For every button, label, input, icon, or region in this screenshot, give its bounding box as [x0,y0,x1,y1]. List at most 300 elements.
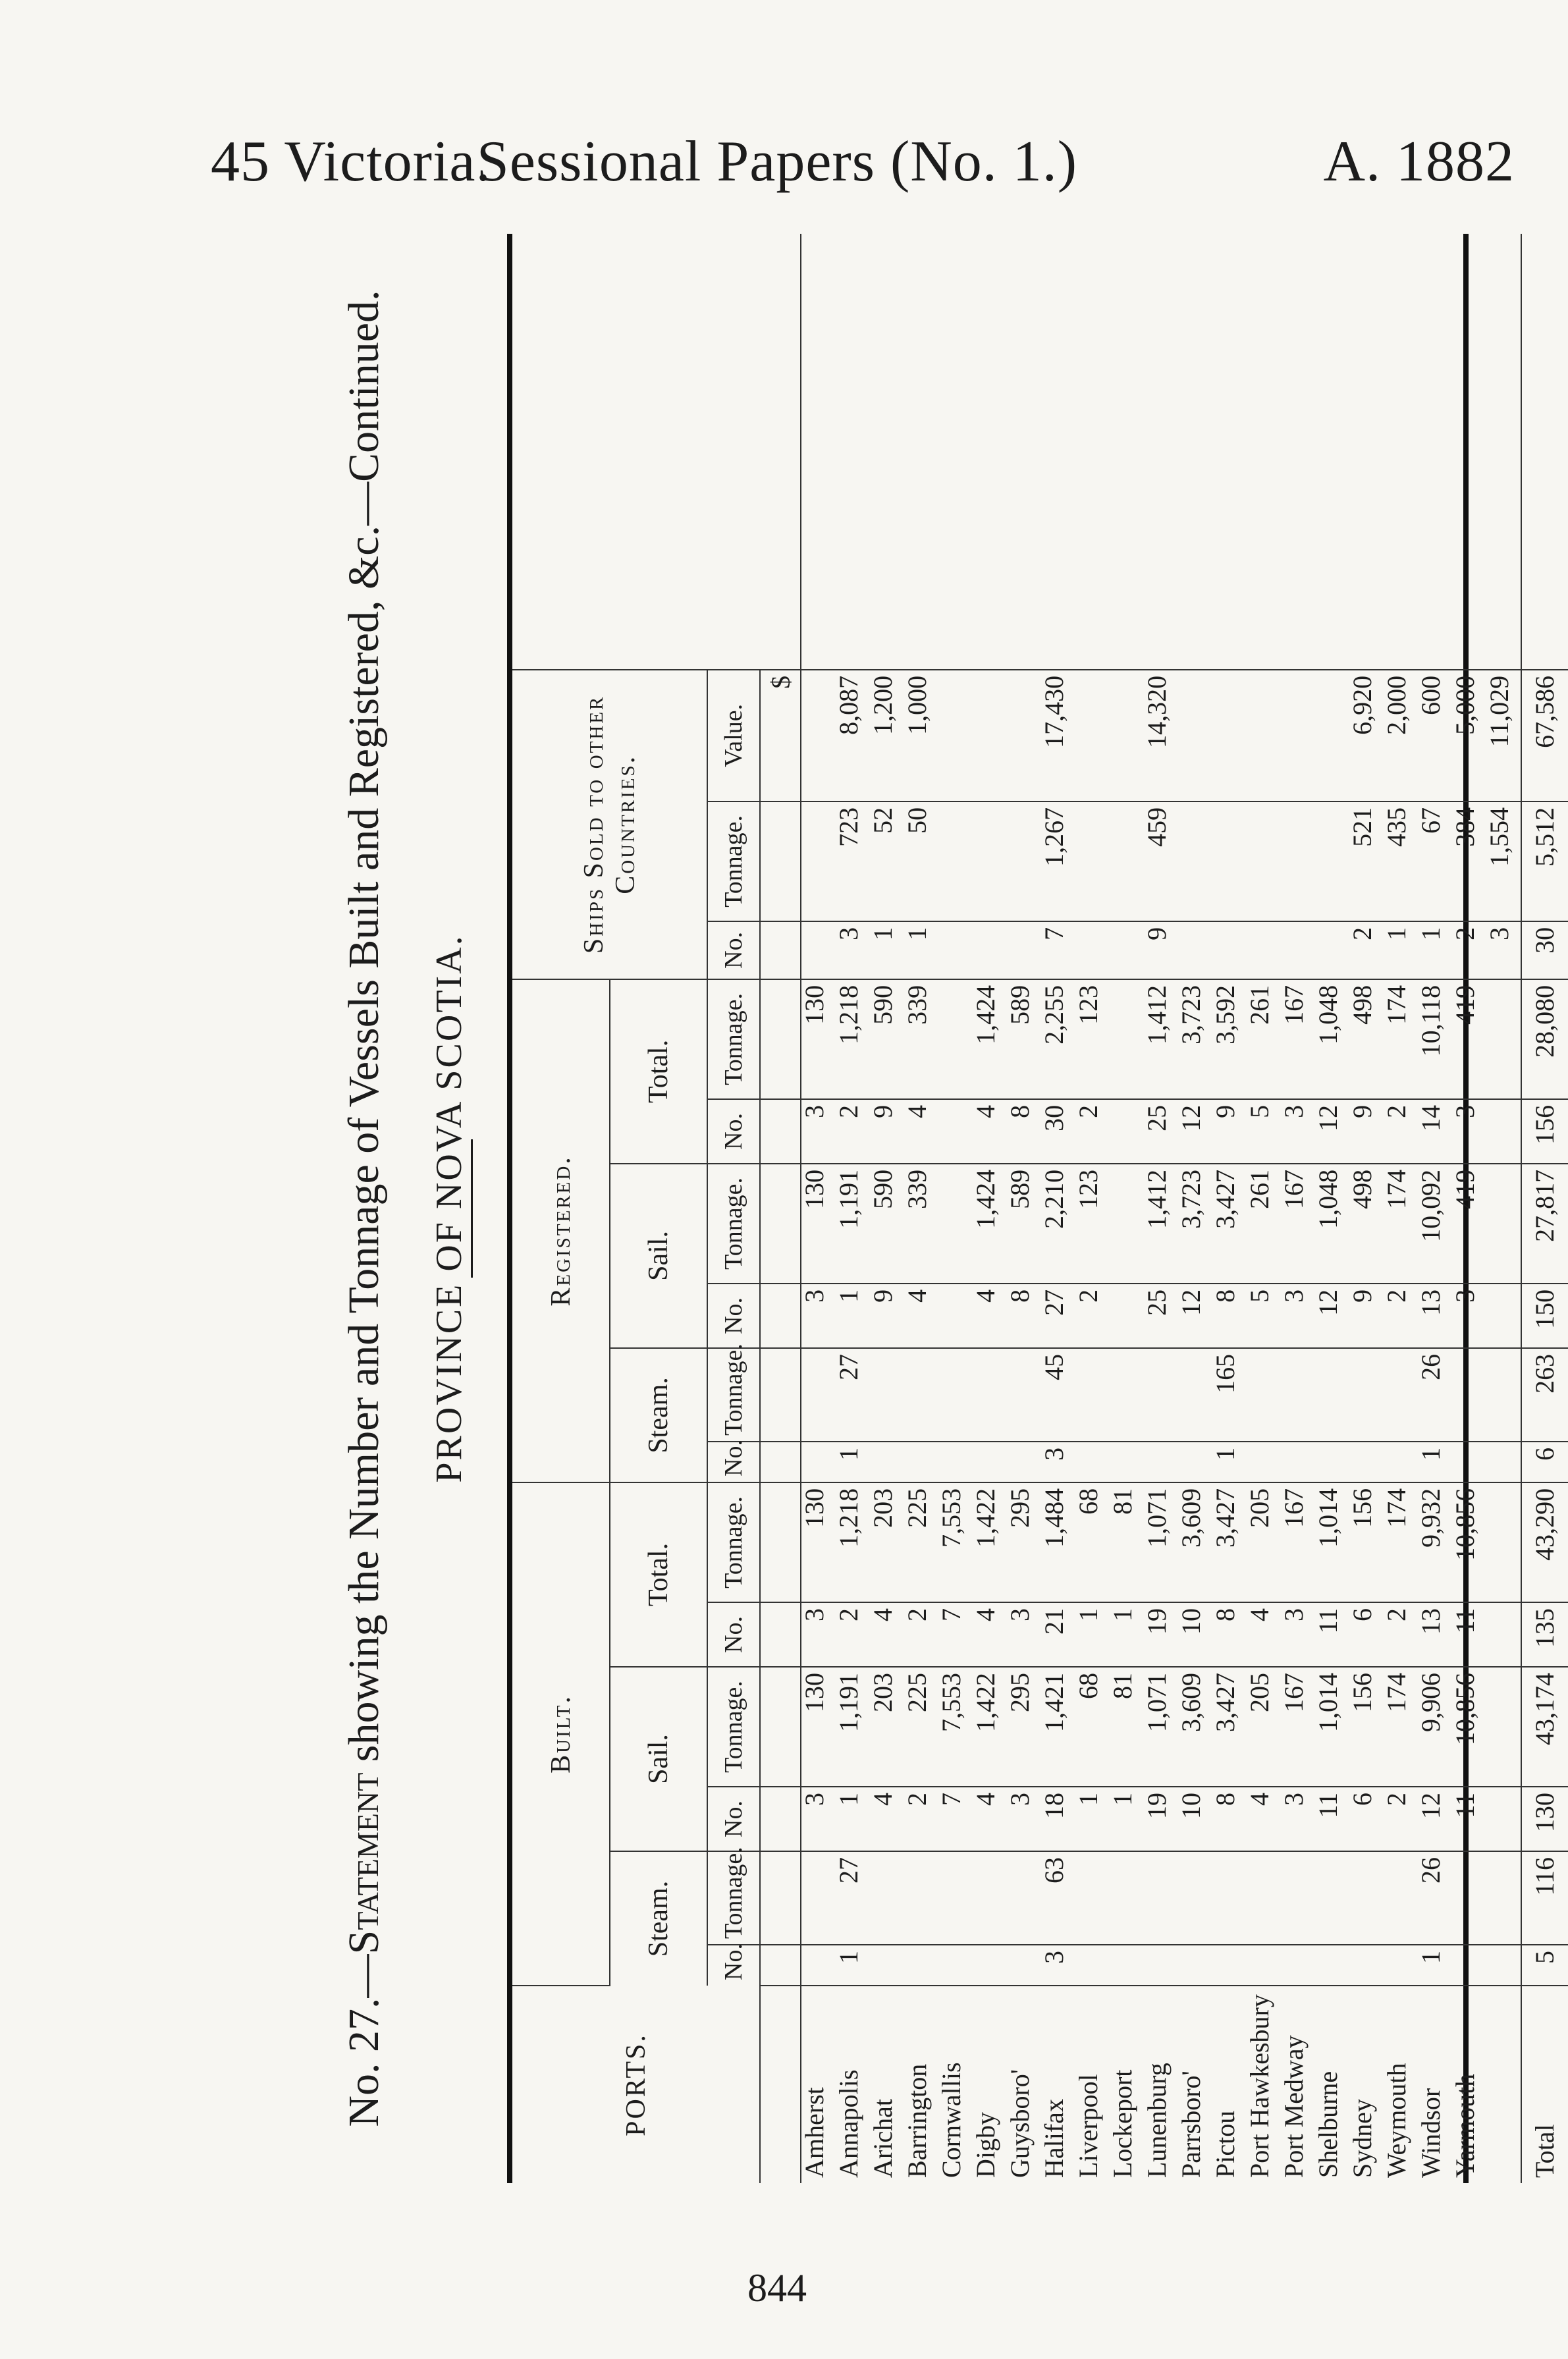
cell-s-t: 521 [1349,801,1384,921]
cell-s-t: 5,512 [1521,801,1568,921]
cell-b-sa-t: 203 [870,1667,904,1787]
col-built-steam-tonnage: Tonnage. [707,1851,760,1945]
cell-b-st-t [904,1851,938,1945]
col-reg-sail-tonnage: Tonnage. [707,1164,760,1284]
cell-r-to-no: 3 [801,1099,836,1164]
cell-s-t: 435 [1384,801,1418,921]
table-header [512,234,801,2183]
cell-b-sa-no: 1 [836,1787,870,1851]
cell-s-no: 1 [904,921,938,979]
cell-r-sa-no: 2 [1384,1284,1418,1348]
cell-b-sa-t: 130 [801,1667,836,1787]
built-group-header: Built. [512,1482,610,1986]
cell-r-st-no [1144,1442,1178,1482]
cell-b-sa-no: 18 [1041,1787,1075,1851]
cell-r-st-no [973,1442,1007,1482]
cell-s-t [1110,801,1144,921]
cell-s-t [801,801,836,921]
vessels-table [512,234,1568,2183]
cell-r-to-t: 2,255 [1041,979,1075,1099]
cell-r-to-t: 261 [1247,979,1281,1099]
cell-b-st-t [1007,1851,1041,1945]
cell-r-to-t: 1,218 [836,979,870,1099]
cell-b-st-t [1144,1851,1178,1945]
cell-s-no [1281,921,1315,979]
cell-r-st-no [1281,1442,1315,1482]
province-subtitle: PROVINCE OF NOVA SCOTIA. [429,934,470,1483]
col-reg-steam-no: No. [707,1442,760,1482]
cell-r-st-t [1075,1348,1110,1442]
cell-r-to-t: 10,118 [1418,979,1452,1099]
cell-b-sa-no: 19 [1144,1787,1178,1851]
cell-r-st-t [1144,1348,1178,1442]
cell-b-st-no [904,1945,938,1986]
cell-s-v [1007,670,1041,801]
registered-total-header: Total. [610,979,707,1164]
cell-r-to-no: 4 [973,1099,1007,1164]
col-sold-value: Value. [707,670,760,801]
cell-s-v [801,670,836,801]
cell-r-st-no [1110,1442,1144,1482]
cell-s-v [938,670,973,801]
cell-r-to-t: 1,412 [1144,979,1178,1099]
cell-b-sa-t: 295 [1007,1667,1041,1787]
cell-b-to-no: 10 [1178,1602,1212,1667]
title-prefix: No. 27.— [340,1954,388,2127]
cell-b-sa-t: 174 [1384,1667,1418,1787]
cell-b-sa-no: 11 [1315,1787,1349,1851]
cell-r-to-no: 2 [1075,1099,1110,1164]
header-year: A. 1882 [1323,130,1515,194]
cell-s-no: 30 [1521,921,1568,979]
cell-r-sa-t: 123 [1075,1164,1110,1284]
cell-port: Lockeport [1108,2069,1137,2178]
cell-b-sa-no: 2 [904,1787,938,1851]
cell-r-sa-t: 1,191 [836,1164,870,1284]
cell-b-sa-t: 1,422 [973,1667,1007,1787]
cell-port [1486,1986,1521,2183]
cell-b-st-t [1075,1851,1110,1945]
cell-b-to-no: 11 [1315,1602,1349,1667]
cell-s-no: 3 [1486,921,1521,979]
cell-s-no: 7 [1041,921,1075,979]
cell-port: Liverpool [1073,2074,1103,2178]
cell-s-t: 52 [870,801,904,921]
cell-b-st-no [1144,1945,1178,1986]
cell-r-st-t [1281,1348,1315,1442]
cell-r-st-t: 165 [1212,1348,1247,1442]
table-row [1452,234,1486,2183]
cell-r-st-no [1452,1442,1486,1482]
cell-b-st-no [938,1945,973,1986]
cell-b-sa-no: 3 [801,1787,836,1851]
cell-port: Windsor [1416,2088,1446,2178]
cell-r-sa-t: 10,092 [1418,1164,1452,1284]
cell-r-sa-no: 2 [1075,1284,1110,1348]
table-row [836,234,870,2183]
cell-r-st-no [938,1442,973,1482]
cell-s-t: 67 [1418,801,1452,921]
cell-port: Total [1521,1986,1568,2183]
cell-r-st-t [1486,1348,1521,1442]
cell-port: Weymouth [1382,2063,1411,2178]
cell-b-st-t [973,1851,1007,1945]
cell-b-to-no: 11 [1452,1602,1486,1667]
cell-s-v [1075,670,1110,801]
cell-b-sa-t: 205 [1247,1667,1281,1787]
col-reg-steam-tonnage: Tonnage. [707,1348,760,1442]
table-row [1075,234,1110,2183]
cell-r-sa-no: 3 [801,1284,836,1348]
cell-b-sa-t [1486,1667,1521,1787]
cell-r-st-no [1007,1442,1041,1482]
cell-s-no: 2 [1349,921,1384,979]
cell-r-sa-no: 3 [1452,1284,1486,1348]
cell-s-v [1247,670,1281,801]
cell-r-to-t: 3,723 [1178,979,1212,1099]
cell-b-sa-t: 156 [1349,1667,1384,1787]
cell-b-st-t [801,1851,836,1945]
cell-b-to-t: 174 [1384,1482,1418,1602]
cell-r-st-t [1007,1348,1041,1442]
registered-sail-header: Sail. [610,1164,707,1348]
cell-b-sa-t: 43,174 [1521,1667,1568,1787]
cell-r-st-no: 3 [1041,1442,1075,1482]
cell-s-no [801,921,836,979]
cell-r-sa-t: 3,427 [1212,1164,1247,1284]
cell-b-sa-no [1486,1787,1521,1851]
dollar-sign: $ [760,670,801,801]
cell-s-v: 1,000 [904,670,938,801]
cell-b-to-no: 13 [1418,1602,1452,1667]
cell-b-to-t: 203 [870,1482,904,1602]
cell-s-no: 3 [836,921,870,979]
cell-r-st-t: 26 [1418,1348,1452,1442]
cell-r-st-t [801,1348,836,1442]
cell-port: Pictou [1210,2110,1240,2178]
cell-r-sa-t: 1,424 [973,1164,1007,1284]
col-built-sail-tonnage: Tonnage. [707,1667,760,1787]
cell-r-to-t: 167 [1281,979,1315,1099]
cell-s-t [1281,801,1315,921]
cell-b-to-t: 3,427 [1212,1482,1247,1602]
cell-b-sa-no: 4 [870,1787,904,1851]
statistics-table-frame [507,234,1559,2183]
cell-b-st-no [1315,1945,1349,1986]
col-reg-total-tonnage: Tonnage. [707,979,760,1099]
cell-b-st-no [801,1945,836,1986]
cell-b-sa-t: 1,421 [1041,1667,1075,1787]
cell-r-st-no: 1 [1212,1442,1247,1482]
cell-b-to-no: 21 [1041,1602,1075,1667]
cell-b-st-t [1212,1851,1247,1945]
cell-b-to-no: 3 [801,1602,836,1667]
cell-r-sa-t: 130 [801,1164,836,1284]
cell-s-v [1110,670,1144,801]
cell-r-st-no [904,1442,938,1482]
cell-r-sa-no: 4 [904,1284,938,1348]
cell-b-st-t [1349,1851,1384,1945]
cell-b-to-no: 4 [973,1602,1007,1667]
cell-port: Guysboro' [1005,2069,1035,2178]
cell-b-st-no [1007,1945,1041,1986]
cell-r-sa-t [1110,1164,1144,1284]
cell-port: Port Hawkesbury [1245,1994,1274,2178]
cell-b-sa-no: 1 [1075,1787,1110,1851]
cell-r-to-no: 156 [1521,1099,1568,1164]
cell-r-sa-t [1486,1164,1521,1284]
cell-r-to-t: 28,080 [1521,979,1568,1099]
cell-b-st-t [1110,1851,1144,1945]
cell-b-sa-t: 1,191 [836,1667,870,1787]
cell-s-t [1315,801,1349,921]
cell-b-st-t [1452,1851,1486,1945]
sold-group-header: Ships Sold to other Countries. [512,670,707,979]
cell-r-st-no [1178,1442,1212,1482]
cell-port: Port Medway [1279,2035,1309,2178]
cell-port: Annapolis [834,2069,863,2178]
cell-b-sa-no: 130 [1521,1787,1568,1851]
cell-s-v: 67,586 [1521,670,1568,801]
cell-port: Sydney [1347,2099,1377,2178]
cell-b-sa-no: 12 [1418,1787,1452,1851]
cell-r-to-no [1486,1099,1521,1164]
statement-title [339,234,389,2183]
cell-r-sa-t: 589 [1007,1164,1041,1284]
cell-s-no [1007,921,1041,979]
cell-b-to-t: 167 [1281,1482,1315,1602]
cell-r-sa-t: 1,412 [1144,1164,1178,1284]
cell-s-v [1281,670,1315,801]
cell-r-sa-no: 9 [1349,1284,1384,1348]
cell-r-sa-no: 5 [1247,1284,1281,1348]
cell-b-st-no [1110,1945,1144,1986]
cell-b-st-no [1178,1945,1212,1986]
cell-r-sa-t: 590 [870,1164,904,1284]
cell-b-to-no: 8 [1212,1602,1247,1667]
cell-b-sa-no: 2 [1384,1787,1418,1851]
cell-s-no [1075,921,1110,979]
cell-b-st-no [870,1945,904,1986]
cell-b-st-no [1452,1945,1486,1986]
cell-s-v [1315,670,1349,801]
cell-r-to-t: 174 [1384,979,1418,1099]
cell-r-to-no: 30 [1041,1099,1075,1164]
cell-b-st-t: 116 [1521,1851,1568,1945]
cell-s-v: 6,920 [1349,670,1384,801]
cell-r-sa-no: 12 [1178,1284,1212,1348]
cell-r-sa-t: 2,210 [1041,1164,1075,1284]
col-built-sail-no: No. [707,1787,760,1851]
cell-b-to-no: 1 [1075,1602,1110,1667]
title-rule [471,1139,473,1278]
cell-r-to-t: 589 [1007,979,1041,1099]
cell-r-to-t [1110,979,1144,1099]
cell-b-to-no: 4 [1247,1602,1281,1667]
cell-port: Barrington [902,2063,932,2178]
cell-r-to-t: 498 [1349,979,1384,1099]
cell-b-sa-no: 8 [1212,1787,1247,1851]
cell-r-st-t [1349,1348,1384,1442]
table-row [1349,234,1384,2183]
table-row [1178,234,1212,2183]
cell-r-st-t [1384,1348,1418,1442]
table-row [1315,234,1349,2183]
cell-r-sa-no: 13 [1418,1284,1452,1348]
cell-r-to-t: 339 [904,979,938,1099]
cell-b-st-no: 3 [1041,1945,1075,1986]
cell-s-v [973,670,1007,801]
cell-b-to-t: 7,553 [938,1482,973,1602]
cell-b-to-t: 68 [1075,1482,1110,1602]
cell-s-t [938,801,973,921]
blank-margin-column [512,234,801,670]
cell-b-to-no: 135 [1521,1602,1568,1667]
cell-r-to-no: 5 [1247,1099,1281,1164]
cell-s-v: 2,000 [1384,670,1418,801]
cell-b-sa-t: 9,906 [1418,1667,1452,1787]
cell-r-st-t [1452,1348,1486,1442]
cell-s-v: 600 [1418,670,1452,801]
cell-s-v [1178,670,1212,801]
cell-b-st-no [1247,1945,1281,1986]
cell-r-to-no [938,1099,973,1164]
cell-b-st-t [1281,1851,1315,1945]
registered-group-header: Registered. [512,979,610,1482]
cell-r-st-t [870,1348,904,1442]
cell-r-st-t: 263 [1521,1348,1568,1442]
cell-r-sa-no: 8 [1007,1284,1041,1348]
cell-r-to-no [1110,1099,1144,1164]
cell-b-st-t [870,1851,904,1945]
cell-s-t [1075,801,1110,921]
cell-b-to-t: 1,014 [1315,1482,1349,1602]
header-title: Sessional Papers (No. 1.) [476,130,1078,194]
cell-s-v: 17,430 [1041,670,1075,801]
cell-port: Cornwallis [936,2062,966,2178]
cell-s-v: 1,200 [870,670,904,801]
cell-r-st-no [1349,1442,1384,1482]
cell-r-sa-no: 4 [973,1284,1007,1348]
cell-r-to-no: 4 [904,1099,938,1164]
cell-b-to-no: 6 [1349,1602,1384,1667]
cell-b-to-t: 1,218 [836,1482,870,1602]
table-row [1144,234,1178,2183]
cell-b-sa-no: 3 [1007,1787,1041,1851]
cell-r-st-no [801,1442,836,1482]
cell-b-to-t: 295 [1007,1482,1041,1602]
cell-s-t [1178,801,1212,921]
cell-port: Arichat [868,2099,898,2178]
cell-s-no [1178,921,1212,979]
cell-b-st-no: 1 [836,1945,870,1986]
cell-port: Yarmouth [1450,2073,1480,2178]
cell-b-st-no: 1 [1418,1945,1452,1986]
cell-r-sa-t: 261 [1247,1164,1281,1284]
cell-r-to-t: 1,048 [1315,979,1349,1099]
cell-r-to-t: 130 [801,979,836,1099]
cell-s-no: 1 [870,921,904,979]
col-built-total-no: No. [707,1602,760,1667]
cell-r-to-no: 2 [836,1099,870,1164]
cell-s-v: 11,029 [1486,670,1521,801]
cell-b-sa-no: 4 [973,1787,1007,1851]
table-row [1212,234,1247,2183]
cell-b-st-no [973,1945,1007,1986]
cell-r-st-t: 27 [836,1348,870,1442]
cell-r-sa-t: 498 [1349,1164,1384,1284]
cell-s-no: 2 [1452,921,1486,979]
cell-r-st-no [1315,1442,1349,1482]
cell-port: Shelburne [1313,2071,1343,2178]
cell-s-v [1212,670,1247,801]
cell-b-st-no [1384,1945,1418,1986]
cell-r-st-t [1315,1348,1349,1442]
cell-b-to-t: 1,484 [1041,1482,1075,1602]
cell-r-st-no [1384,1442,1418,1482]
cell-b-st-t [1315,1851,1349,1945]
cell-s-no [973,921,1007,979]
cell-b-to-no: 4 [870,1602,904,1667]
cell-b-to-t: 9,932 [1418,1482,1452,1602]
cell-b-to-t: 1,071 [1144,1482,1178,1602]
cell-b-sa-no: 3 [1281,1787,1315,1851]
col-sold-tonnage: Tonnage. [707,801,760,921]
cell-r-st-t [973,1348,1007,1442]
cell-r-st-t: 45 [1041,1348,1075,1442]
cell-b-sa-no: 7 [938,1787,973,1851]
cell-s-t: 459 [1144,801,1178,921]
cell-b-sa-no: 10 [1178,1787,1212,1851]
built-total-header: Total. [610,1482,707,1667]
cell-r-to-no: 12 [1178,1099,1212,1164]
cell-port: Amherst [799,2087,829,2178]
cell-r-to-no: 9 [1349,1099,1384,1164]
cell-r-to-t [938,979,973,1099]
cell-b-st-no: 5 [1521,1945,1568,1986]
cell-r-sa-no [1486,1284,1521,1348]
cell-s-no: 1 [1418,921,1452,979]
cell-r-to-no: 14 [1418,1099,1452,1164]
cell-r-sa-no: 150 [1521,1284,1568,1348]
cell-b-to-t: 130 [801,1482,836,1602]
cell-s-v: 14,320 [1144,670,1178,801]
cell-s-t: 723 [836,801,870,921]
table-row [938,234,973,2183]
cell-r-sa-t: 3,723 [1178,1164,1212,1284]
table-row [1281,234,1315,2183]
total-row [1521,234,1568,2183]
cell-r-to-no: 3 [1452,1099,1486,1164]
registered-steam-header: Steam. [610,1348,707,1482]
cell-s-v: 8,087 [836,670,870,801]
table-row [1486,234,1521,2183]
cell-b-st-t: 26 [1418,1851,1452,1945]
table-row [973,234,1007,2183]
cell-r-sa-no: 12 [1315,1284,1349,1348]
cell-b-sa-t: 68 [1075,1667,1110,1787]
cell-r-to-t: 590 [870,979,904,1099]
header-session: 45 Victoria. [211,130,491,194]
built-steam-header: Steam. [610,1851,707,1986]
cell-port: Lunenburg [1142,2063,1172,2178]
cell-r-st-t [1247,1348,1281,1442]
cell-b-sa-t: 1,071 [1144,1667,1178,1787]
cell-r-st-t [1178,1348,1212,1442]
cell-r-sa-t: 167 [1281,1164,1315,1284]
cell-s-t: 384 [1452,801,1486,921]
cell-r-sa-t [938,1164,973,1284]
